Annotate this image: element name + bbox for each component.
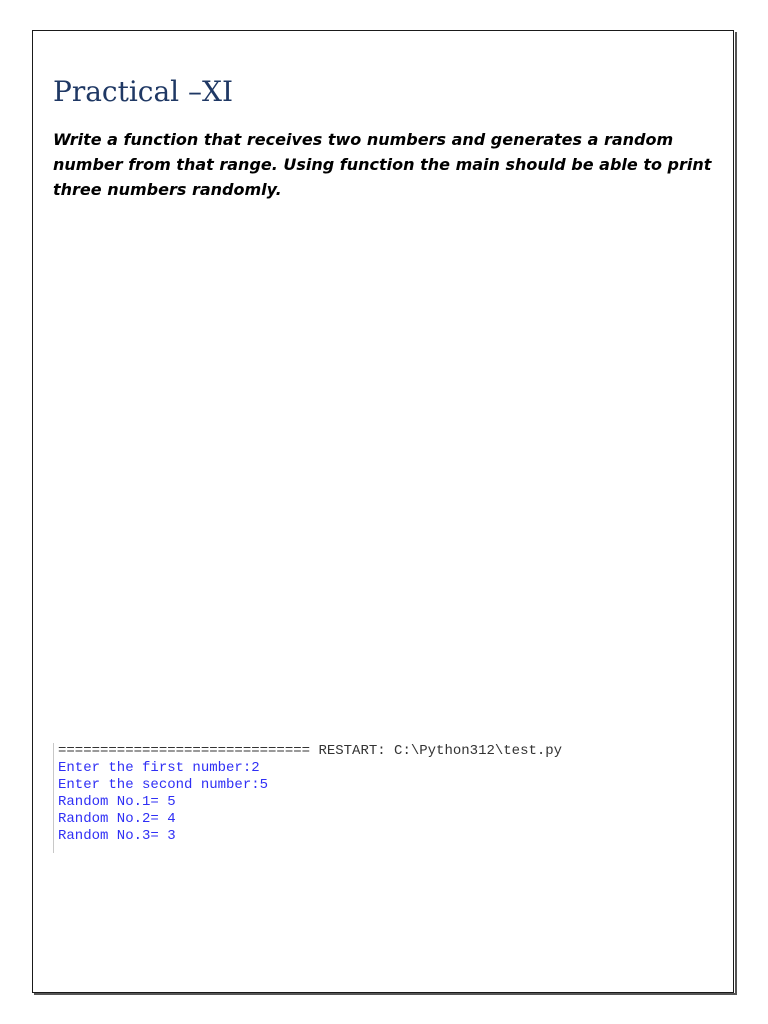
shell-output-line: Random No.2= 4 [58, 811, 176, 827]
shell-output-line: Random No.1= 5 [58, 794, 176, 810]
task-description: Write a function that receives two numbers and generates a random number from that range. Using function the main should be able to print three numbers randomly. [53, 130, 712, 199]
page-border-shadow-right [735, 32, 737, 995]
page-title: Practical –XI [53, 75, 234, 108]
shell-restart-line: ============================== RESTART: C:\Python312\test.py [58, 743, 563, 759]
page-border-shadow-bottom [34, 993, 737, 995]
python-shell-output [53, 743, 673, 853]
shell-output-line: Enter the first number:2 [58, 760, 260, 776]
shell-output-line: Random No.3= 3 [58, 828, 176, 844]
shell-output-line: Enter the second number:5 [58, 777, 269, 793]
